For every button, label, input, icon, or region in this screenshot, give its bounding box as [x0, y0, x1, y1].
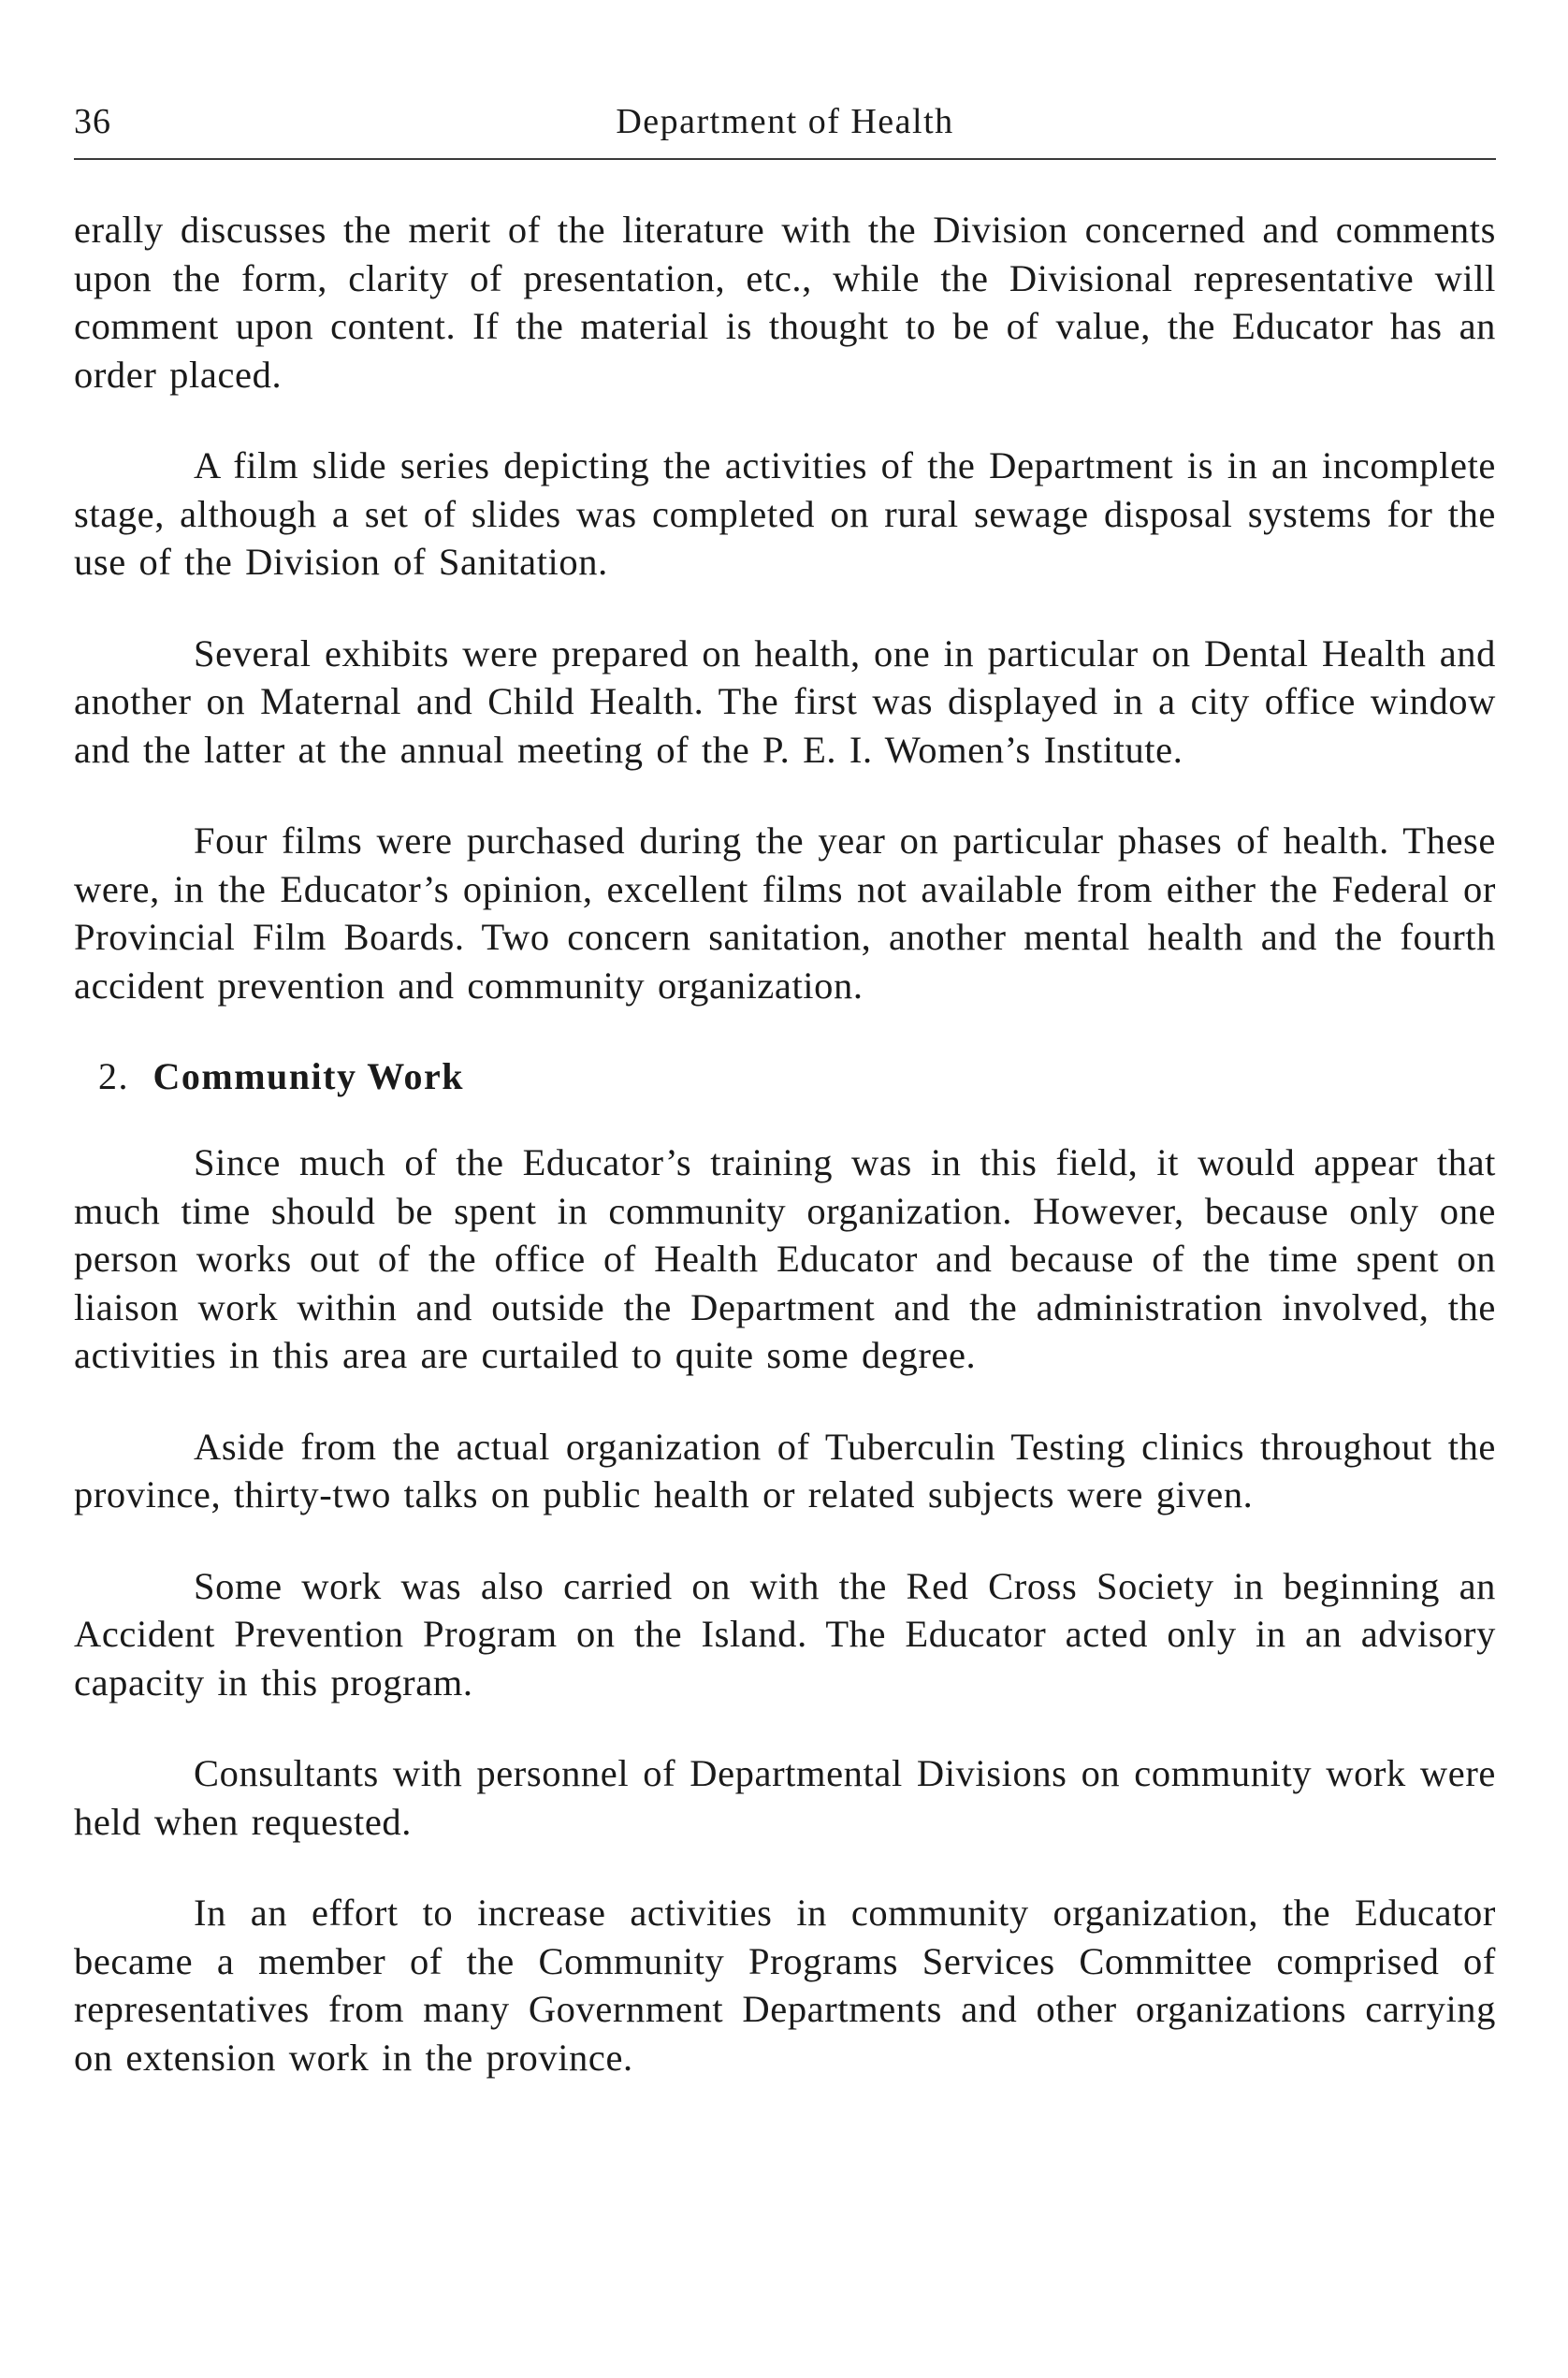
section-heading	[74, 1052, 1496, 1101]
paragraph: In an effort to increase activities in community organization, the Educator became a member of the Community Programs Services Committee comprised of representatives from many Government Departments and other organizations carrying on extension work in the province.	[74, 1892, 1496, 2079]
paragraph: Several exhibits were prepared on health, one in particular on Dental Health and another on Maternal and Child Health. The first was displayed in a city office window and the latter at the annual meeting of the P. E. I. Women’s Institute.	[74, 631, 1496, 771]
section-number: 2.	[98, 1055, 129, 1097]
page-header	[74, 101, 1496, 157]
section-title: Community Work	[152, 1055, 465, 1097]
paragraph: Four films were purchased during the year on particular phases of health. These were, in the Educator’s opinion, excellent films not available from either the Federal or Provincial Film Boards. Two concern sanitation, another mental health and the fourth accident prevention and community organization.	[74, 819, 1496, 1007]
paragraph-continued: erally discusses the merit of the literature with the Division concerned and comments upon the form, clarity of presentation, etc., while the Divisional representative will comment upon content. If the material is thought to be of value, the Educator has an order placed.	[74, 209, 1496, 396]
paragraph: Aside from the actual organization of Tuberculin Testing clinics throughout the province, thirty-two talks on public health or related subjects were given.	[74, 1425, 1496, 1515]
header-rule	[74, 158, 1496, 160]
page-number: 36	[74, 102, 111, 141]
running-head: Department of Health	[616, 102, 954, 141]
paragraph: Since much of the Educator’s training was in this field, it would appear that much time should be spent in community organization. However, because only one person works out of the office of Health Educator and because of the time spent on liaison work within and outside the Department and the administration involved, the activities in this area are curtailed to quite some degree.	[74, 1141, 1496, 1376]
paragraph: Consultants with personnel of Departmental Divisions on community work were held when requested.	[74, 1752, 1496, 1843]
paragraph: Some work was also carried on with the Red Cross Society in beginning an Accident Prevention Program on the Island. The Educator acted only in an advisory capacity in this program.	[74, 1564, 1496, 1704]
body-text	[74, 206, 1496, 2124]
paragraph: A film slide series depicting the activities of the Department is in an incomplete stage, although a set of slides was completed on rural sewage disposal systems for the use of the Division of Sanitation.	[74, 444, 1496, 583]
